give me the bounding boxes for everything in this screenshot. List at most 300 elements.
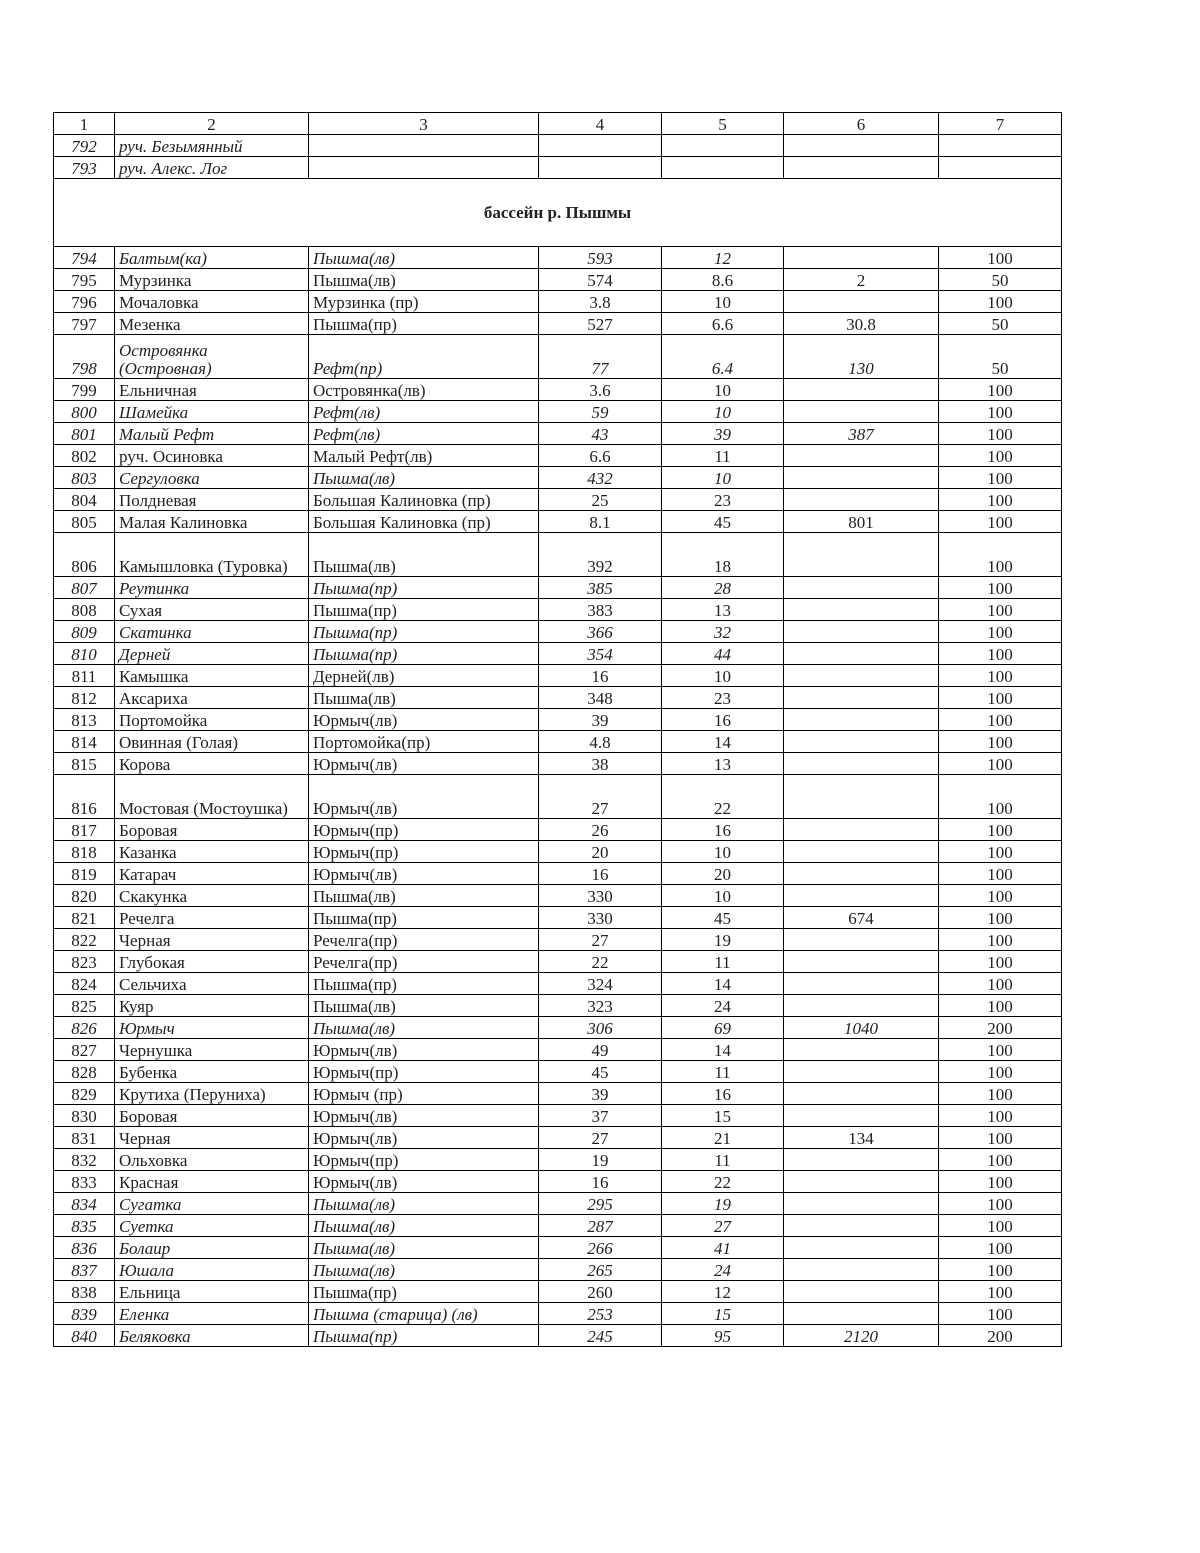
- column-4-cell: 45: [539, 1061, 662, 1083]
- column-5-cell: 24: [662, 995, 784, 1017]
- column-4-cell: [539, 135, 662, 157]
- column-7-cell: 100: [939, 885, 1062, 907]
- column-5-cell: 21: [662, 1127, 784, 1149]
- river-name-cell: Скакунка: [115, 885, 309, 907]
- column-5-cell: 24: [662, 1259, 784, 1281]
- river-name-cell: Малый Рефт: [115, 423, 309, 445]
- row-number-cell: 809: [54, 621, 115, 643]
- column-4-cell: 16: [539, 863, 662, 885]
- column-7-cell: 100: [939, 489, 1062, 511]
- tributary-of-cell: Юрмыч(лв): [309, 775, 539, 819]
- column-5-cell: 39: [662, 423, 784, 445]
- column-4-cell: 330: [539, 907, 662, 929]
- table-row: [54, 709, 1062, 731]
- tributary-of-cell: [309, 157, 539, 179]
- column-5-cell: 16: [662, 819, 784, 841]
- table-row: [54, 929, 1062, 951]
- river-name-cell: руч. Алекс. Лог: [115, 157, 309, 179]
- tributary-of-cell: Юрмыч(лв): [309, 863, 539, 885]
- row-number-cell: 802: [54, 445, 115, 467]
- column-7-cell: 100: [939, 379, 1062, 401]
- column-6-cell: [784, 973, 939, 995]
- row-number-cell: 829: [54, 1083, 115, 1105]
- column-6-cell: [784, 951, 939, 973]
- tributary-of-cell: Большая Калиновка (пр): [309, 489, 539, 511]
- table-row: [54, 335, 1062, 379]
- row-number-cell: 808: [54, 599, 115, 621]
- column-5-cell: 15: [662, 1303, 784, 1325]
- column-6-cell: [784, 1237, 939, 1259]
- river-name-cell: Мезенка: [115, 313, 309, 335]
- row-number-cell: 839: [54, 1303, 115, 1325]
- column-7-cell: 100: [939, 1193, 1062, 1215]
- table-row: [54, 973, 1062, 995]
- table-row: [54, 401, 1062, 423]
- column-6-cell: [784, 775, 939, 819]
- tributary-of-cell: Пышма(лв): [309, 885, 539, 907]
- column-7-cell: 100: [939, 401, 1062, 423]
- column-4-cell: 37: [539, 1105, 662, 1127]
- column-5-cell: 16: [662, 709, 784, 731]
- river-name-cell: Болаир: [115, 1237, 309, 1259]
- column-6-cell: 30.8: [784, 313, 939, 335]
- column-4-cell: 287: [539, 1215, 662, 1237]
- river-name-cell: Портомойка: [115, 709, 309, 731]
- column-4-cell: 593: [539, 247, 662, 269]
- column-5-cell: 41: [662, 1237, 784, 1259]
- column-6-cell: [784, 467, 939, 489]
- river-name-cell: Сухая: [115, 599, 309, 621]
- column-6-cell: [784, 885, 939, 907]
- column-6-cell: [784, 157, 939, 179]
- column-4-cell: 4.8: [539, 731, 662, 753]
- column-6-cell: [784, 665, 939, 687]
- column-7-cell: 100: [939, 665, 1062, 687]
- column-7-cell: 100: [939, 247, 1062, 269]
- column-5-cell: 19: [662, 929, 784, 951]
- tributary-of-cell: Юрмыч(лв): [309, 753, 539, 775]
- column-7-cell: 100: [939, 1149, 1062, 1171]
- column-7-cell: 100: [939, 467, 1062, 489]
- row-number-cell: 828: [54, 1061, 115, 1083]
- river-name-cell: Овинная (Голая): [115, 731, 309, 753]
- tributary-of-cell: Пышма(лв): [309, 467, 539, 489]
- column-4-cell: 330: [539, 885, 662, 907]
- column-5-cell: 16: [662, 1083, 784, 1105]
- column-6-cell: [784, 1083, 939, 1105]
- river-name-cell: Корова: [115, 753, 309, 775]
- column-4-cell: 6.6: [539, 445, 662, 467]
- table-row: [54, 445, 1062, 467]
- column-6-cell: 130: [784, 335, 939, 379]
- column-4-cell: 348: [539, 687, 662, 709]
- column-4-cell: [539, 157, 662, 179]
- column-5-cell: 44: [662, 643, 784, 665]
- tributary-of-cell: Пышма(пр): [309, 621, 539, 643]
- table-row: [54, 687, 1062, 709]
- column-4-cell: 253: [539, 1303, 662, 1325]
- river-name-cell: Сугатка: [115, 1193, 309, 1215]
- column-6-cell: 2120: [784, 1325, 939, 1347]
- row-number-cell: 793: [54, 157, 115, 179]
- column-4-cell: 354: [539, 643, 662, 665]
- table-row: [54, 819, 1062, 841]
- table-row: [54, 269, 1062, 291]
- tributary-of-cell: Юрмыч(пр): [309, 819, 539, 841]
- column-5-cell: 23: [662, 489, 784, 511]
- column-4-cell: 245: [539, 1325, 662, 1347]
- column-5-cell: 22: [662, 1171, 784, 1193]
- table-row: [54, 885, 1062, 907]
- table-row: [54, 1171, 1062, 1193]
- row-number-cell: 811: [54, 665, 115, 687]
- river-name-cell: Балтым(ка): [115, 247, 309, 269]
- column-6-cell: [784, 995, 939, 1017]
- column-4-cell: 27: [539, 929, 662, 951]
- row-number-cell: 805: [54, 511, 115, 533]
- column-4-cell: 383: [539, 599, 662, 621]
- column-5-cell: 10: [662, 841, 784, 863]
- river-name-cell: Бубенка: [115, 1061, 309, 1083]
- river-name-cell: Сельчиха: [115, 973, 309, 995]
- row-number-cell: 792: [54, 135, 115, 157]
- river-name-cell: Черная: [115, 929, 309, 951]
- river-name-cell: Малая Калиновка: [115, 511, 309, 533]
- table-body: [54, 113, 1062, 1347]
- column-7-cell: 100: [939, 951, 1062, 973]
- river-name-cell: Сергуловка: [115, 467, 309, 489]
- river-name-cell: Боровая: [115, 819, 309, 841]
- table-row: [54, 841, 1062, 863]
- river-name-cell: Мурзинка: [115, 269, 309, 291]
- column-5-cell: 11: [662, 1061, 784, 1083]
- row-number-cell: 812: [54, 687, 115, 709]
- row-number-cell: 807: [54, 577, 115, 599]
- table-row: [54, 1105, 1062, 1127]
- river-name-cell: Черная: [115, 1127, 309, 1149]
- river-name-cell: руч. Осиновка: [115, 445, 309, 467]
- column-7-cell: 100: [939, 621, 1062, 643]
- column-5-cell: 12: [662, 247, 784, 269]
- tributary-of-cell: Юрмыч(лв): [309, 1105, 539, 1127]
- table-row: [54, 467, 1062, 489]
- column-5-cell: 45: [662, 511, 784, 533]
- river-name-cell: Ольховка: [115, 1149, 309, 1171]
- column-7-cell: 100: [939, 709, 1062, 731]
- column-5-cell: 22: [662, 775, 784, 819]
- column-7-cell: 100: [939, 973, 1062, 995]
- tributary-of-cell: Пышма(пр): [309, 1325, 539, 1347]
- tributary-of-cell: Юрмыч(лв): [309, 1171, 539, 1193]
- column-4-cell: 260: [539, 1281, 662, 1303]
- river-name-cell: Мостовая (Мостоушка): [115, 775, 309, 819]
- river-name-cell: Реутинка: [115, 577, 309, 599]
- column-6-cell: [784, 1149, 939, 1171]
- column-6-cell: [784, 643, 939, 665]
- column-6-cell: [784, 1215, 939, 1237]
- column-4-cell: 16: [539, 1171, 662, 1193]
- column-4-cell: 385: [539, 577, 662, 599]
- column-5-cell: 10: [662, 291, 784, 313]
- column-5-cell: 11: [662, 1149, 784, 1171]
- tributary-of-cell: Речелга(пр): [309, 929, 539, 951]
- column-7-cell: 100: [939, 1281, 1062, 1303]
- column-6-cell: 1040: [784, 1017, 939, 1039]
- column-4-cell: 3.6: [539, 379, 662, 401]
- column-7-cell: 100: [939, 511, 1062, 533]
- column-7-cell: 200: [939, 1325, 1062, 1347]
- column-7-cell: [939, 135, 1062, 157]
- column-5-cell: 12: [662, 1281, 784, 1303]
- table-row: [54, 577, 1062, 599]
- row-number-cell: 832: [54, 1149, 115, 1171]
- table-row: [54, 1303, 1062, 1325]
- row-number-cell: 813: [54, 709, 115, 731]
- column-6-cell: [784, 445, 939, 467]
- column-7-cell: 50: [939, 269, 1062, 291]
- table-row: [54, 1325, 1062, 1347]
- river-name-cell: Камышловка (Туровка): [115, 533, 309, 577]
- river-name-cell: Боровая: [115, 1105, 309, 1127]
- row-number-cell: 810: [54, 643, 115, 665]
- tributary-of-cell: Пышма(лв): [309, 687, 539, 709]
- river-name-cell: Камышка: [115, 665, 309, 687]
- row-number-cell: 806: [54, 533, 115, 577]
- column-7-cell: 100: [939, 1105, 1062, 1127]
- column-6-cell: 674: [784, 907, 939, 929]
- column-6-cell: [784, 709, 939, 731]
- row-number-cell: 796: [54, 291, 115, 313]
- column-6-cell: [784, 1259, 939, 1281]
- column-7-cell: 100: [939, 841, 1062, 863]
- table-row: [54, 313, 1062, 335]
- column-5-cell: 69: [662, 1017, 784, 1039]
- river-name-cell: Речелга: [115, 907, 309, 929]
- tributary-of-cell: Пышма(пр): [309, 643, 539, 665]
- column-7-cell: 100: [939, 819, 1062, 841]
- column-6-cell: [784, 819, 939, 841]
- column-7-cell: 200: [939, 1017, 1062, 1039]
- column-6-cell: [784, 1105, 939, 1127]
- column-7-cell: 100: [939, 731, 1062, 753]
- row-number-cell: 797: [54, 313, 115, 335]
- river-name-cell: руч. Безымянный: [115, 135, 309, 157]
- column-7-cell: 100: [939, 1127, 1062, 1149]
- column-7-cell: 100: [939, 1061, 1062, 1083]
- column-7-cell: 100: [939, 445, 1062, 467]
- column-4-cell: 43: [539, 423, 662, 445]
- river-name-cell: Юшала: [115, 1259, 309, 1281]
- row-number-cell: 836: [54, 1237, 115, 1259]
- table-row: [54, 1281, 1062, 1303]
- column-4-cell: 77: [539, 335, 662, 379]
- column-7-cell: 100: [939, 863, 1062, 885]
- column-4-cell: 59: [539, 401, 662, 423]
- row-number-cell: 819: [54, 863, 115, 885]
- rivers-table: [53, 112, 1062, 1347]
- tributary-of-cell: Пышма(лв): [309, 995, 539, 1017]
- river-name-cell: Глубокая: [115, 951, 309, 973]
- tributary-of-cell: Пышма(лв): [309, 1259, 539, 1281]
- table-row: [54, 1017, 1062, 1039]
- column-7-cell: 100: [939, 291, 1062, 313]
- row-number-cell: 795: [54, 269, 115, 291]
- tributary-of-cell: Пышма (старица) (лв): [309, 1303, 539, 1325]
- tributary-of-cell: [309, 135, 539, 157]
- river-name-cell: Скатинка: [115, 621, 309, 643]
- row-number-cell: 818: [54, 841, 115, 863]
- column-6-cell: [784, 577, 939, 599]
- table-row: [54, 291, 1062, 313]
- column-5-cell: 11: [662, 951, 784, 973]
- column-4-cell: 265: [539, 1259, 662, 1281]
- column-7-cell: 100: [939, 1039, 1062, 1061]
- column-4-cell: 574: [539, 269, 662, 291]
- table-row: [54, 1127, 1062, 1149]
- column-header: 6: [784, 113, 939, 135]
- row-number-cell: 814: [54, 731, 115, 753]
- table-row: [54, 489, 1062, 511]
- row-number-cell: 827: [54, 1039, 115, 1061]
- table-row: [54, 621, 1062, 643]
- table-row: [54, 1083, 1062, 1105]
- column-5-cell: 23: [662, 687, 784, 709]
- table-row: [54, 907, 1062, 929]
- table-row: [54, 1061, 1062, 1083]
- column-6-cell: [784, 841, 939, 863]
- column-6-cell: [784, 489, 939, 511]
- river-name-cell: Казанка: [115, 841, 309, 863]
- column-5-cell: 28: [662, 577, 784, 599]
- row-number-cell: 821: [54, 907, 115, 929]
- column-header: 3: [309, 113, 539, 135]
- tributary-of-cell: Юрмыч(пр): [309, 1149, 539, 1171]
- column-7-cell: 100: [939, 1083, 1062, 1105]
- river-name-cell: Шамейка: [115, 401, 309, 423]
- column-7-cell: 100: [939, 775, 1062, 819]
- tributary-of-cell: Рефт(пр): [309, 335, 539, 379]
- column-5-cell: 10: [662, 401, 784, 423]
- column-4-cell: 25: [539, 489, 662, 511]
- column-6-cell: [784, 687, 939, 709]
- column-4-cell: 392: [539, 533, 662, 577]
- column-6-cell: [784, 621, 939, 643]
- column-6-cell: [784, 135, 939, 157]
- row-number-cell: 825: [54, 995, 115, 1017]
- table-row: [54, 379, 1062, 401]
- tributary-of-cell: Речелга(пр): [309, 951, 539, 973]
- column-4-cell: 22: [539, 951, 662, 973]
- table-row: [54, 511, 1062, 533]
- tributary-of-cell: Пышма(лв): [309, 269, 539, 291]
- column-5-cell: 6.4: [662, 335, 784, 379]
- table-row: [54, 665, 1062, 687]
- column-4-cell: 26: [539, 819, 662, 841]
- column-6-cell: [784, 1171, 939, 1193]
- table-row: [54, 1149, 1062, 1171]
- row-number-cell: 835: [54, 1215, 115, 1237]
- column-6-cell: [784, 379, 939, 401]
- river-name-cell: Куяр: [115, 995, 309, 1017]
- row-number-cell: 800: [54, 401, 115, 423]
- column-number-header-row: [54, 113, 1062, 135]
- tributary-of-cell: Пышма(пр): [309, 313, 539, 335]
- river-name-cell: Островянка (Островная): [115, 335, 309, 379]
- row-number-cell: 822: [54, 929, 115, 951]
- column-4-cell: 323: [539, 995, 662, 1017]
- column-6-cell: 2: [784, 269, 939, 291]
- tributary-of-cell: Пышма(лв): [309, 1215, 539, 1237]
- river-name-cell: Дерней: [115, 643, 309, 665]
- tributary-of-cell: Пышма(лв): [309, 1237, 539, 1259]
- tributary-of-cell: Дерней(лв): [309, 665, 539, 687]
- tributary-of-cell: Пышма(пр): [309, 907, 539, 929]
- column-7-cell: 100: [939, 1237, 1062, 1259]
- table-row: [54, 753, 1062, 775]
- column-5-cell: 8.6: [662, 269, 784, 291]
- column-header: 4: [539, 113, 662, 135]
- column-5-cell: 18: [662, 533, 784, 577]
- column-6-cell: [784, 753, 939, 775]
- row-number-cell: 823: [54, 951, 115, 973]
- column-6-cell: [784, 1281, 939, 1303]
- column-7-cell: 100: [939, 1259, 1062, 1281]
- column-5-cell: 10: [662, 379, 784, 401]
- table-row: [54, 863, 1062, 885]
- table-row: [54, 1193, 1062, 1215]
- column-5-cell: [662, 135, 784, 157]
- tributary-of-cell: Пышма(лв): [309, 247, 539, 269]
- column-6-cell: [784, 863, 939, 885]
- row-number-cell: 840: [54, 1325, 115, 1347]
- column-5-cell: 20: [662, 863, 784, 885]
- row-number-cell: 803: [54, 467, 115, 489]
- river-name-cell: Крутиха (Перуниха): [115, 1083, 309, 1105]
- tributary-of-cell: Портомойка(пр): [309, 731, 539, 753]
- river-name-cell: Еленка: [115, 1303, 309, 1325]
- row-number-cell: 815: [54, 753, 115, 775]
- column-6-cell: [784, 1039, 939, 1061]
- column-4-cell: 49: [539, 1039, 662, 1061]
- column-5-cell: 13: [662, 753, 784, 775]
- column-6-cell: [784, 731, 939, 753]
- tributary-of-cell: Пышма(пр): [309, 599, 539, 621]
- tributary-of-cell: Мурзинка (пр): [309, 291, 539, 313]
- column-5-cell: 13: [662, 599, 784, 621]
- column-6-cell: [784, 247, 939, 269]
- column-4-cell: 39: [539, 1083, 662, 1105]
- river-name-cell: Чернушка: [115, 1039, 309, 1061]
- tributary-of-cell: Пышма(лв): [309, 1193, 539, 1215]
- column-6-cell: [784, 291, 939, 313]
- column-4-cell: 527: [539, 313, 662, 335]
- column-5-cell: 11: [662, 445, 784, 467]
- column-5-cell: 95: [662, 1325, 784, 1347]
- column-4-cell: 306: [539, 1017, 662, 1039]
- column-5-cell: 14: [662, 973, 784, 995]
- column-4-cell: 432: [539, 467, 662, 489]
- row-number-cell: 799: [54, 379, 115, 401]
- column-header: 5: [662, 113, 784, 135]
- river-name-cell: Ельничная: [115, 379, 309, 401]
- column-4-cell: 295: [539, 1193, 662, 1215]
- table-row: [54, 157, 1062, 179]
- column-4-cell: 27: [539, 1127, 662, 1149]
- column-7-cell: 100: [939, 599, 1062, 621]
- tributary-of-cell: Юрмыч (пр): [309, 1083, 539, 1105]
- river-name-cell: Красная: [115, 1171, 309, 1193]
- column-7-cell: 50: [939, 313, 1062, 335]
